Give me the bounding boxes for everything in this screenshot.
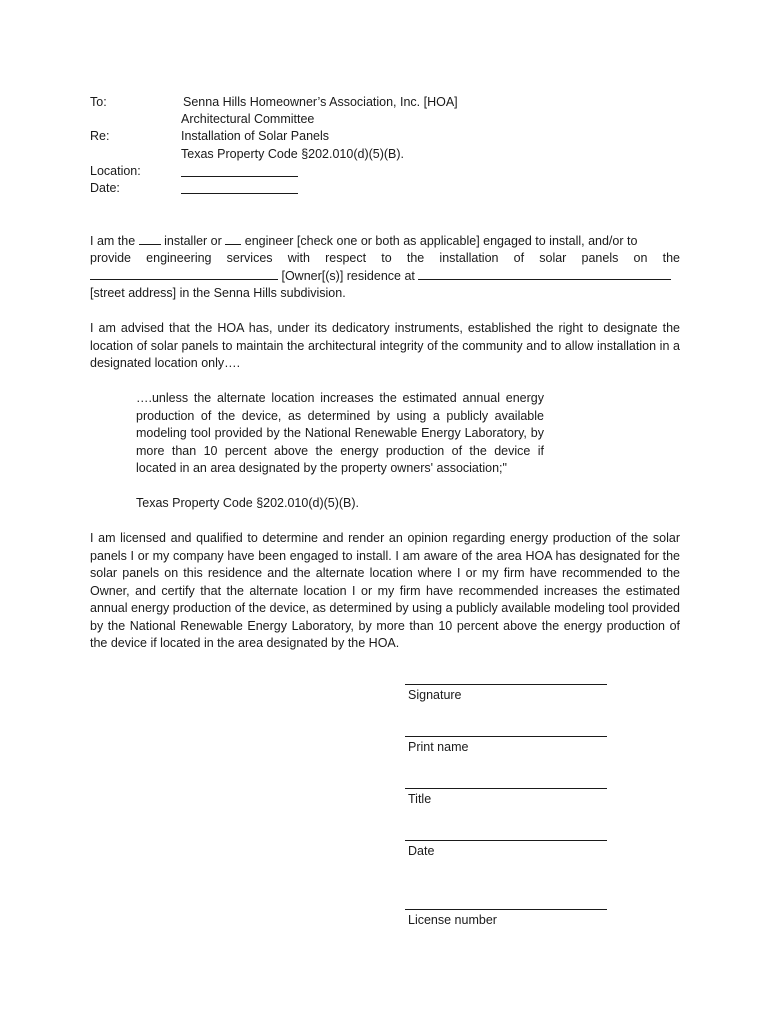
- residence-address-field[interactable]: [418, 268, 671, 280]
- location-label: Location:: [90, 164, 141, 178]
- signature-date-field[interactable]: [405, 840, 607, 841]
- print-name-field[interactable]: [405, 736, 607, 737]
- intro-line-1: [90, 233, 680, 251]
- license-number-field[interactable]: [405, 909, 607, 910]
- re-line-1: Installation of Solar Panels: [181, 129, 330, 143]
- date-field[interactable]: [181, 193, 298, 194]
- signature-field[interactable]: [405, 684, 607, 685]
- intro-text-b: installer or: [164, 234, 222, 248]
- re-line-2: Texas Property Code §202.010(d)(5)(B).: [181, 147, 405, 161]
- intro-line-2: provide engineering services with respect to the installation of solar panels on the: [90, 251, 680, 265]
- title-label: Title: [408, 792, 432, 806]
- intro-text-c: engineer [check one or both as applicable] engaged to install, and/or to: [244, 234, 638, 248]
- intro-text-a: I am the: [90, 234, 136, 248]
- quote-citation: Texas Property Code §202.010(d)(5)(B).: [136, 496, 360, 510]
- to-line-2: Architectural Committee: [181, 112, 315, 126]
- re-label: Re:: [90, 129, 110, 143]
- advised-paragraph: I am advised that the HOA has, under its dedicatory instruments, established the right to designate the location of solar panels to maintain the architectural integrity of the community and to allow installation in a designated location only….: [90, 321, 680, 370]
- owner-field[interactable]: [90, 268, 278, 280]
- to-label: To:: [90, 95, 107, 109]
- licensed-paragraph: I am licensed and qualified to determine and render an opinion regarding energy production of the solar panels I or my company have been engaged to install. I am aware of the area HOA has designated for the solar panels on this residence and the alternate location where I or my firm have recommended to the Owner, and certify that the alternate location I or my firm have recommended increases the estimated annual energy production of the device, as determined by using a publicly available modeling tool provided by the National Renewable Energy Laboratory, by more than 10 percent above the energy production of the device if located in the area designated by the HOA.: [90, 531, 680, 650]
- owner-label: [Owner[(s)] residence at: [281, 269, 415, 283]
- date-label: Date:: [90, 181, 120, 195]
- title-field[interactable]: [405, 788, 607, 789]
- intro-line-3: [90, 268, 671, 286]
- signature-label: Signature: [408, 688, 462, 702]
- installer-checkbox[interactable]: [139, 233, 161, 245]
- location-field[interactable]: [181, 176, 298, 177]
- engineer-checkbox[interactable]: [225, 233, 241, 245]
- signature-date-label: Date: [408, 844, 435, 858]
- to-line-1: Senna Hills Homeowner’s Association, Inc. [HOA]: [183, 95, 458, 109]
- print-name-label: Print name: [408, 740, 469, 754]
- intro-line-4: [street address] in the Senna Hills subdivision.: [90, 286, 346, 300]
- quote-paragraph: ….unless the alternate location increases the estimated annual energy production of the device, as determined by using a publicly available modeling tool provided by the National Renewable Energy Laboratory, by more than 10 percent above the energy production of the device if located in an area designated by the property owners' association;": [136, 391, 544, 475]
- license-number-label: License number: [408, 913, 497, 927]
